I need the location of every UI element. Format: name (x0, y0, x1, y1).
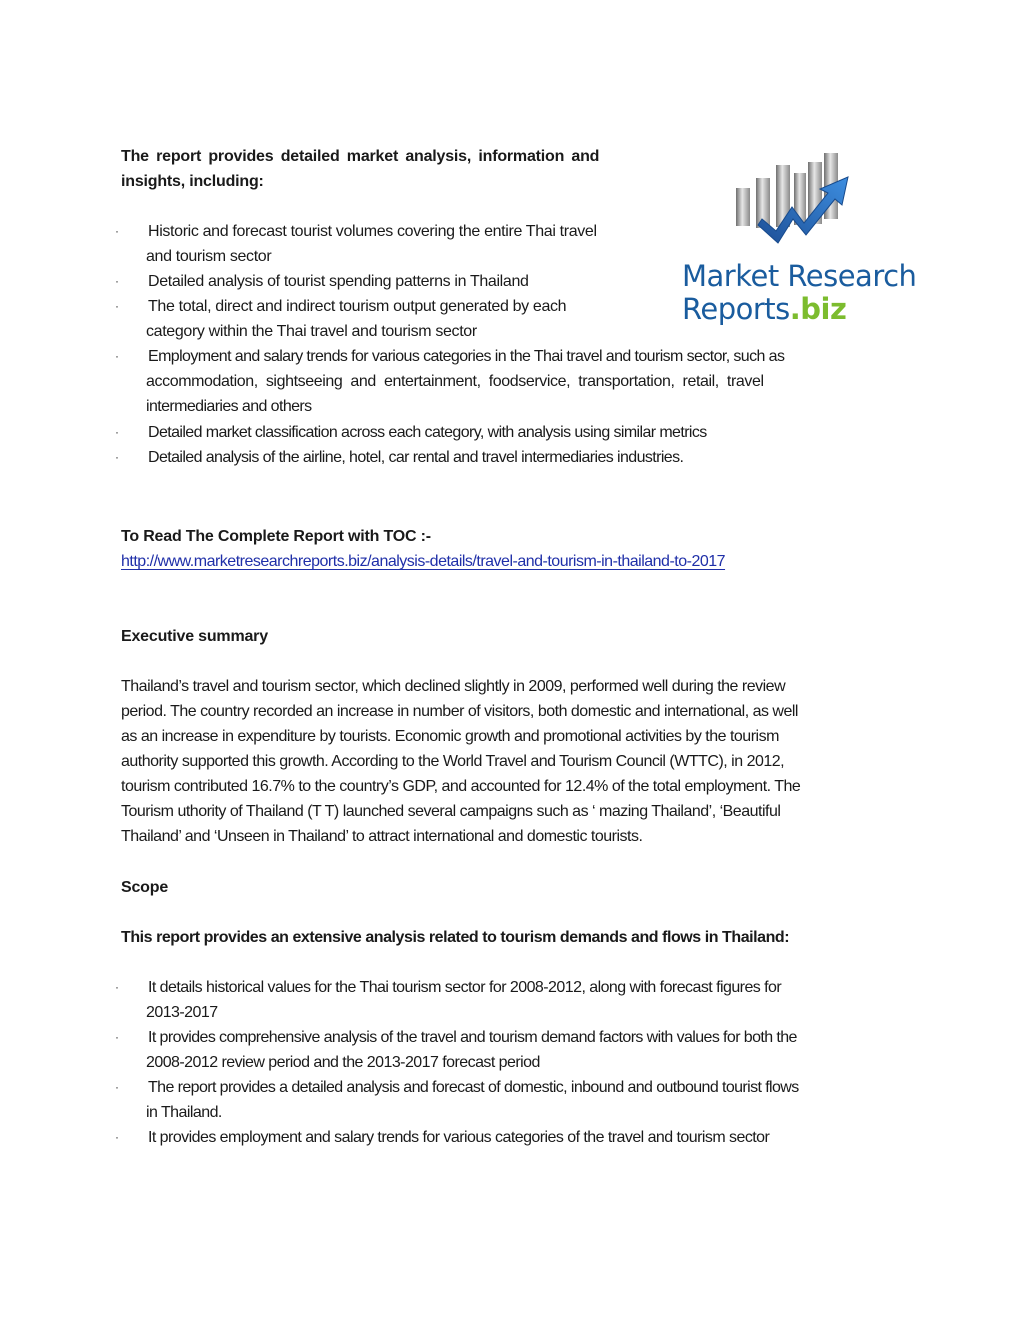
scope-bullet-2-line-2: 2008-2012 review period and the 2013-2017 forecast period (146, 1054, 540, 1071)
summary-line: Tourism uthority of Thailand (T T) launched several campaigns such as ‘ mazing Thailand’, ‘Beautiful (121, 803, 781, 820)
executive-summary-heading: Executive summary (121, 628, 268, 645)
bullet-dot: · (115, 299, 119, 313)
summary-line: tourism contributed 16.7% to the country’s GDP, and accounted for 12.4% of the total employment. The (121, 778, 801, 795)
bullet-dot: · (115, 349, 119, 363)
logo-bar (736, 188, 750, 226)
toc-heading: To Read The Complete Report with TOC :- (121, 528, 431, 545)
intro-bullet-4-line-3: intermediaries and others (146, 398, 312, 415)
scope-heading: Scope (121, 879, 169, 896)
scope-bullet-1-line-2: 2013-2017 (146, 1004, 218, 1021)
bullet-dot: · (115, 980, 119, 994)
bullet-dot: · (115, 224, 119, 238)
market-research-reports-logo (678, 145, 917, 340)
intro-bullet-3-line-2: category within the Thai travel and tourism sector (146, 323, 477, 340)
report-toc-link[interactable]: http://www.marketresearchreports.biz/analysis-details/travel-and-tourism-in-thailand-to-2017 (121, 553, 726, 570)
bullet-dot: · (115, 1030, 119, 1044)
bullet-dot: · (115, 450, 119, 464)
scope-bullet-3-line-2: in Thailand. (146, 1104, 222, 1121)
summary-line: Thailand’ and ‘Unseen in Thailand’ to attract international and domestic tourists. (121, 828, 643, 845)
intro-bullet-4-line-1: Employment and salary trends for various categories in the Thai travel and tourism sector, such as (148, 348, 785, 365)
bar-chart-rising-arrow-icon (678, 145, 910, 255)
logo-text-biz: .biz (789, 292, 847, 326)
summary-line: Thailand’s travel and tourism sector, which declined slightly in 2009, performed well during the review (121, 678, 786, 695)
bullet-dot: · (115, 1080, 119, 1094)
summary-line: authority supported this growth. According to the World Travel and Tourism Council (WTTC), in 2012, (121, 753, 785, 770)
scope-subheading: This report provides an extensive analysis related to tourism demands and flows in Thailand: (121, 929, 790, 946)
intro-bullet-3-line-1: The total, direct and indirect tourism output generated by each (148, 298, 567, 315)
intro-heading-line-2: insights, including: (121, 173, 264, 190)
intro-bullet-1-line-1: Historic and forecast tourist volumes covering the entire Thai travel (148, 223, 597, 240)
intro-bullet-4-line-2: accommodation, sightseeing and entertainment, foodservice, transportation, retail, travel (146, 373, 764, 390)
scope-bullet-2-line-1: It provides comprehensive analysis of the travel and tourism demand factors with values for both the (148, 1029, 797, 1046)
logo-text-line-2 (682, 293, 846, 326)
scope-bullet-4-line-1: It provides employment and salary trends for various categories of the travel and tourism sector (148, 1129, 770, 1146)
intro-bullet-1-line-2: and tourism sector (146, 248, 272, 265)
scope-bullet-1-line-1: It details historical values for the Thai tourism sector for 2008-2012, along with forecast figures for (148, 979, 782, 996)
summary-line: period. The country recorded an increase in number of visitors, both domestic and international, as well (121, 703, 798, 720)
bullet-dot: · (115, 274, 119, 288)
bullet-dot: · (115, 1130, 119, 1144)
intro-bullet-6-line-1: Detailed analysis of the airline, hotel, car rental and travel intermediaries industries. (148, 449, 684, 466)
summary-line: as an increase in expenditure by tourists. Economic growth and promotional activities by the tourism (121, 728, 779, 745)
intro-bullet-5-line-1: Detailed market classification across each category, with analysis using similar metrics (148, 424, 707, 441)
intro-bullet-2-line-1: Detailed analysis of tourist spending patterns in Thailand (148, 273, 529, 290)
intro-heading-line-1: The report provides detailed market analysis, information and (121, 148, 600, 165)
logo-text-reports: Reports (682, 292, 790, 326)
logo-text-line-1: Market Research (682, 259, 917, 293)
scope-bullet-3-line-1: The report provides a detailed analysis and forecast of domestic, inbound and outbound tourist flows (148, 1079, 799, 1096)
bullet-dot: · (115, 425, 119, 439)
